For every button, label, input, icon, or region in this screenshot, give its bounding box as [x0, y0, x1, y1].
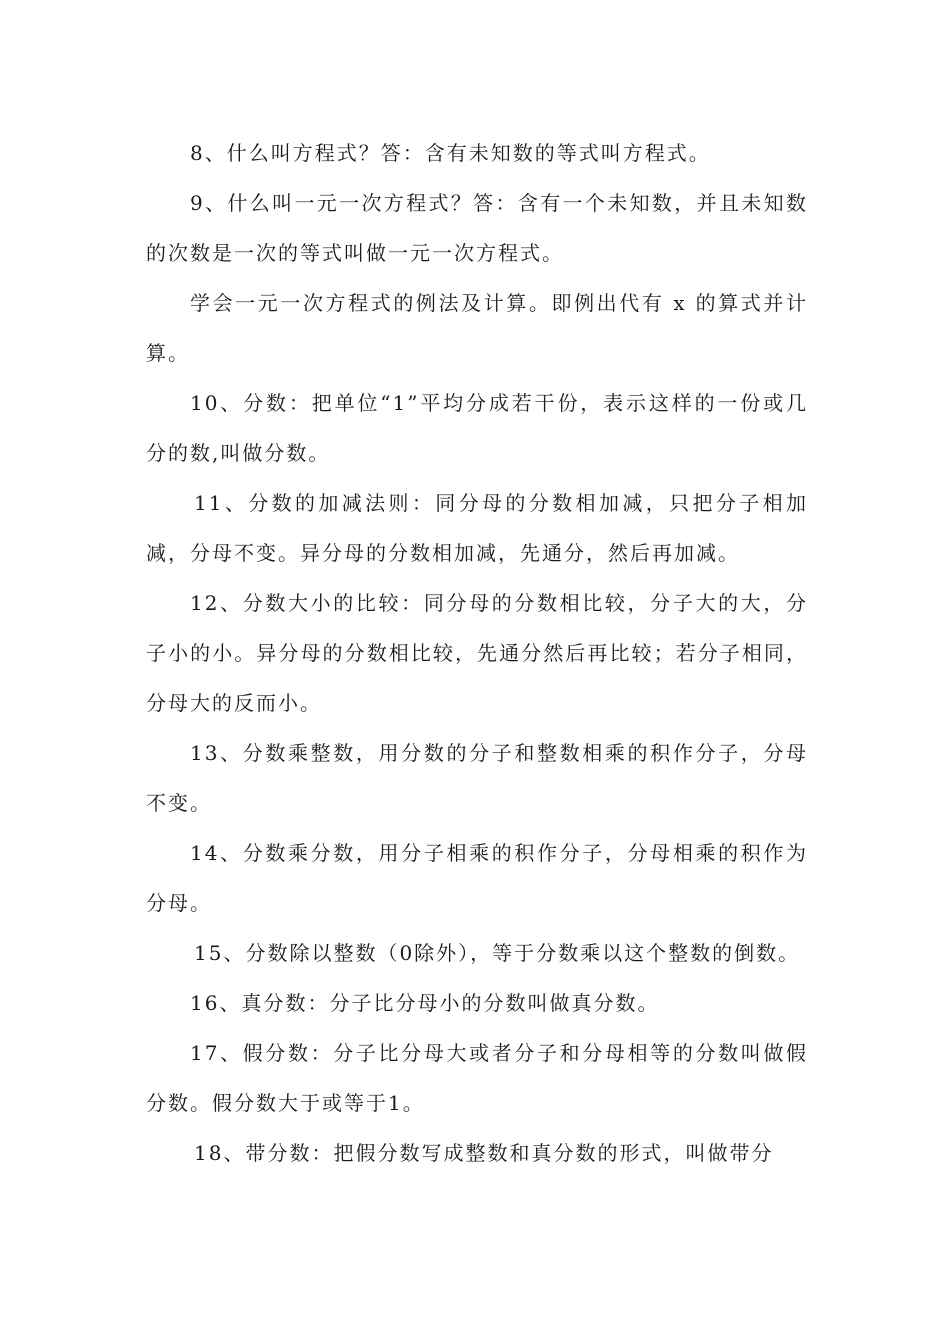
paragraph-16: 16、真分数：分子比分母小的分数叫做真分数。	[190, 991, 660, 1015]
paragraph-15: 15、分数除以整数（0除外），等于分数乘以这个整数的倒数。	[194, 941, 801, 965]
paragraph-12: 12、分数大小的比较：同分母的分数相比较，分子大的大，分子小的小。异分母的分数相比较，先通分然后再比较；若分子相同，分母大的反而小。	[146, 591, 808, 715]
paragraph-17: 17、假分数：分子比分母大或者分子和分母相等的分数叫做假分数。假分数大于或等于1。	[146, 1041, 808, 1115]
paragraph-11: 11、分数的加减法则：同分母的分数相加减，只把分子相加减，分母不变。异分母的分数相加减，先通分，然后再加减。	[146, 491, 808, 565]
paragraph-linear-equation-note: 学会一元一次方程式的例法及计算。即例出代有 x 的算式并计算。	[146, 291, 808, 365]
paragraph-8: 8、什么叫方程式？答：含有未知数的等式叫方程式。	[190, 141, 711, 165]
paragraph-18: 18、带分数：把假分数写成整数和真分数的形式，叫做带分	[194, 1141, 774, 1165]
paragraph-13: 13、分数乘整数，用分数的分子和整数相乘的积作分子，分母不变。	[146, 741, 808, 815]
paragraph-10: 10、分数：把单位“1”平均分成若干份，表示这样的一份或几分的数,叫做分数。	[146, 391, 808, 465]
paragraph-9: 9、什么叫一元一次方程式？答：含有一个未知数，并且未知数的次数是一次的等式叫做一元一次方程式。	[146, 191, 808, 265]
document-body	[146, 128, 808, 1178]
paragraph-14: 14、分数乘分数，用分子相乘的积作分子，分母相乘的积作为分母。	[146, 841, 808, 915]
